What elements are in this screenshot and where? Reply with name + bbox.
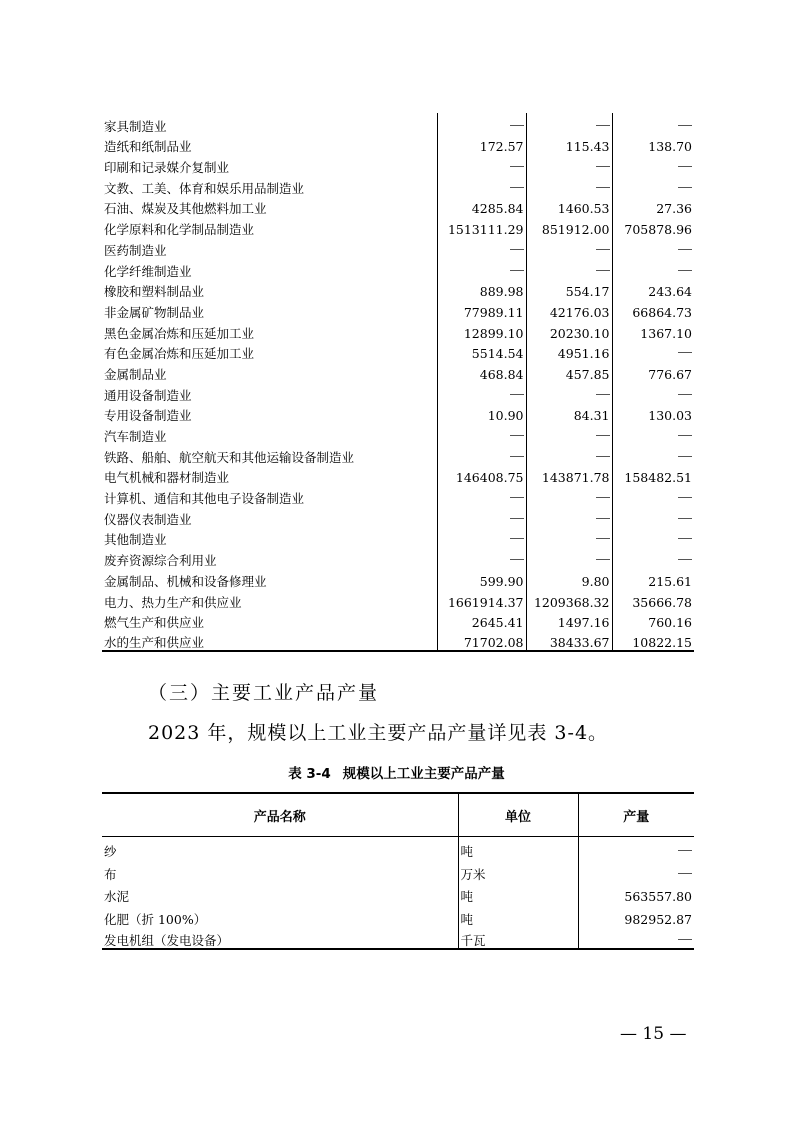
section-heading: （三）主要工业产品产量 [148,682,380,704]
table-row [102,361,694,382]
value-cell-v3 [612,547,694,568]
industry-name: 橡胶和塑料制品业 [104,284,205,300]
dash-mark [510,187,524,188]
value-cell-v3 [612,341,694,362]
dash-mark [678,166,692,167]
value-cell-v3 [612,423,694,444]
product-unit: 吨 [458,882,578,905]
value-cell-v1 [437,382,526,403]
value-cell-v1 [437,506,526,527]
dash-mark [510,518,524,519]
industry-table-body [102,113,694,651]
header-unit: 单位 [458,793,578,837]
value-cell-v3: 1367.10 [612,320,694,341]
table-row [102,320,694,341]
value-cell-v1: 146408.75 [437,465,526,486]
industry-name: 造纸和纸制品业 [104,139,192,155]
table-row [102,882,694,905]
table-row [102,630,694,651]
value-cell-v3 [612,113,694,134]
table-row [102,403,694,424]
table-row [102,444,694,465]
value-cell-v1: 468.84 [437,361,526,382]
dash-mark [510,456,524,457]
value-cell-v3: 138.70 [612,134,694,155]
value-cell-v2 [526,485,612,506]
industry-name: 燃气生产和供应业 [104,615,205,631]
value-cell-v2: 9.80 [526,568,612,589]
industry-name: 化学原料和化学制品制造业 [104,222,255,238]
value-cell-v2: 1209368.32 [526,589,612,610]
industry-name: 电力、热力生产和供应业 [104,594,242,610]
value-cell-v2: 84.31 [526,403,612,424]
value-cell-v2 [526,175,612,196]
value-cell-v3 [612,485,694,506]
industry-name: 文教、工美、体育和娱乐用品制造业 [104,180,305,196]
value-cell-v3: 10822.15 [612,630,694,651]
industry-name: 其他制造业 [104,532,167,548]
industry-name: 铁路、船舶、航空航天和其他运输设备制造业 [104,449,355,465]
table-row [102,113,694,134]
product-output-table [102,792,694,950]
table-row [102,258,694,279]
value-cell-v2: 554.17 [526,279,612,300]
value-cell-v1 [437,444,526,465]
value-cell-v1: 5514.54 [437,341,526,362]
section-paragraph: 2023 年，规模以上工业主要产品产量详见表 3-4。 [148,722,609,744]
table-row [102,237,694,258]
value-cell-v1: 889.98 [437,279,526,300]
product-output: 563557.80 [578,882,694,905]
value-cell-v3 [612,444,694,465]
product-name: 水泥 [104,889,130,905]
dash-mark [510,538,524,539]
table-row [102,341,694,362]
industry-name: 非金属矿物制品业 [104,304,205,320]
dash-mark [510,249,524,250]
value-cell-v1: 599.90 [437,568,526,589]
value-cell-v3 [612,258,694,279]
product-output [578,837,694,860]
product-name: 纱 [104,844,117,860]
value-cell-v3 [612,154,694,175]
dash-mark [596,538,610,539]
dash-mark [678,435,692,436]
product-unit: 吨 [458,904,578,927]
table-row [102,859,694,882]
dash-mark [596,518,610,519]
value-cell-v2 [526,444,612,465]
industry-name: 通用设备制造业 [104,387,192,403]
table-caption [0,762,793,782]
table-row [102,423,694,444]
table-row [102,589,694,610]
industry-name: 家具制造业 [104,118,167,134]
industry-name: 金属制品业 [104,366,167,382]
value-cell-v2 [526,506,612,527]
value-cell-v1: 10.90 [437,403,526,424]
dash-mark [596,125,610,126]
table-row [102,299,694,320]
dash-mark [596,394,610,395]
value-cell-v3 [612,175,694,196]
value-cell-v2: 1497.16 [526,610,612,631]
value-cell-v3 [612,382,694,403]
dash-mark [510,125,524,126]
industry-name: 黑色金属冶炼和压延加工业 [104,325,255,341]
product-name: 布 [104,866,117,882]
table-row [102,216,694,237]
dash-mark [510,166,524,167]
page-number: — 15 — [620,1024,687,1044]
table-row [102,382,694,403]
value-cell-v3: 158482.51 [612,465,694,486]
dash-mark [678,270,692,271]
table-row [102,927,694,950]
value-cell-v3 [612,237,694,258]
value-cell-v1: 172.57 [437,134,526,155]
dash-mark [678,850,692,851]
value-cell-v3: 760.16 [612,610,694,631]
dash-mark [510,559,524,560]
table-row [102,279,694,300]
value-cell-v1 [437,258,526,279]
dash-mark [678,559,692,560]
dash-mark [678,249,692,250]
table-row [102,196,694,217]
value-cell-v1 [437,237,526,258]
value-cell-v2 [526,527,612,548]
dash-mark [678,518,692,519]
value-cell-v1: 1661914.37 [437,589,526,610]
value-cell-v2: 4951.16 [526,341,612,362]
dash-mark [678,394,692,395]
product-output [578,927,694,950]
table-caption-title: 规模以上工业主要产品产量 [342,766,505,782]
industry-name: 石油、煤炭及其他燃料加工业 [104,201,267,217]
industry-name: 计算机、通信和其他电子设备制造业 [104,491,305,507]
dash-mark [596,187,610,188]
dash-mark [678,456,692,457]
table-row [102,175,694,196]
dash-mark [596,559,610,560]
value-cell-v3 [612,527,694,548]
value-cell-v1: 12899.10 [437,320,526,341]
product-output: 982952.87 [578,904,694,927]
industry-name: 专用设备制造业 [104,408,192,424]
value-cell-v1 [437,154,526,175]
table-row [102,837,694,860]
value-cell-v2 [526,237,612,258]
value-cell-v2 [526,258,612,279]
value-cell-v3: 776.67 [612,361,694,382]
product-output [578,859,694,882]
value-cell-v2: 20230.10 [526,320,612,341]
industry-name: 医药制造业 [104,242,167,258]
value-cell-v1 [437,485,526,506]
product-table-body [102,837,694,950]
dash-mark [510,270,524,271]
dash-mark [678,187,692,188]
value-cell-v3: 705878.96 [612,216,694,237]
value-cell-v2 [526,423,612,444]
value-cell-v2: 143871.78 [526,465,612,486]
dash-mark [678,939,692,940]
dash-mark [678,497,692,498]
table-row [102,568,694,589]
industry-name: 金属制品、机械和设备修理业 [104,573,267,589]
value-cell-v3: 66864.73 [612,299,694,320]
value-cell-v3: 215.61 [612,568,694,589]
industry-name: 电气机械和器材制造业 [104,470,230,486]
value-cell-v1 [437,527,526,548]
product-unit: 吨 [458,837,578,860]
dash-mark [678,538,692,539]
dash-mark [596,249,610,250]
industry-continuation-table [102,113,694,652]
value-cell-v1: 1513111.29 [437,216,526,237]
dash-mark [678,873,692,874]
value-cell-v3 [612,506,694,527]
table-row [102,547,694,568]
value-cell-v2: 851912.00 [526,216,612,237]
value-cell-v2 [526,154,612,175]
dash-mark [596,497,610,498]
industry-name: 印刷和记录媒介复制业 [104,160,230,176]
value-cell-v3: 27.36 [612,196,694,217]
value-cell-v1 [437,175,526,196]
dash-mark [510,435,524,436]
table-row [102,527,694,548]
value-cell-v3: 243.64 [612,279,694,300]
dash-mark [510,394,524,395]
industry-name: 废弃资源综合利用业 [104,553,217,569]
dash-mark [596,166,610,167]
table-row [102,485,694,506]
industry-name: 汽车制造业 [104,429,167,444]
table-row [102,154,694,175]
value-cell-v1: 77989.11 [437,299,526,320]
value-cell-v2 [526,382,612,403]
header-output: 产量 [578,793,694,837]
value-cell-v2: 1460.53 [526,196,612,217]
table-row [102,134,694,155]
header-product-name: 产品名称 [102,793,458,837]
table-row [102,465,694,486]
table-row [102,904,694,927]
value-cell-v3: 35666.78 [612,589,694,610]
dash-mark [678,125,692,126]
product-table-header-row [102,793,694,837]
product-unit: 千瓦 [458,927,578,950]
value-cell-v3: 130.03 [612,403,694,424]
industry-name: 水的生产和供应业 [102,630,437,651]
product-unit: 万米 [458,859,578,882]
value-cell-v2: 457.85 [526,361,612,382]
value-cell-v1 [437,113,526,134]
dash-mark [678,352,692,353]
value-cell-v2: 38433.67 [526,630,612,651]
industry-name: 化学纤维制造业 [104,263,192,279]
value-cell-v2: 42176.03 [526,299,612,320]
industry-name: 有色金属冶炼和压延加工业 [104,346,255,362]
value-cell-v1: 71702.08 [437,630,526,651]
value-cell-v2 [526,547,612,568]
table-caption-number: 表 3-4 [288,766,331,782]
dash-mark [596,456,610,457]
value-cell-v1 [437,423,526,444]
value-cell-v1: 2645.41 [437,610,526,631]
dash-mark [510,497,524,498]
value-cell-v1 [437,547,526,568]
table-row [102,610,694,631]
industry-name: 仪器仪表制造业 [104,511,192,527]
product-name: 化肥（折 100%） [104,911,207,927]
value-cell-v1: 4285.84 [437,196,526,217]
value-cell-v2 [526,113,612,134]
table-row [102,506,694,527]
product-name: 发电机组（发电设备） [104,933,230,949]
dash-mark [596,270,610,271]
value-cell-v2: 115.43 [526,134,612,155]
dash-mark [596,435,610,436]
